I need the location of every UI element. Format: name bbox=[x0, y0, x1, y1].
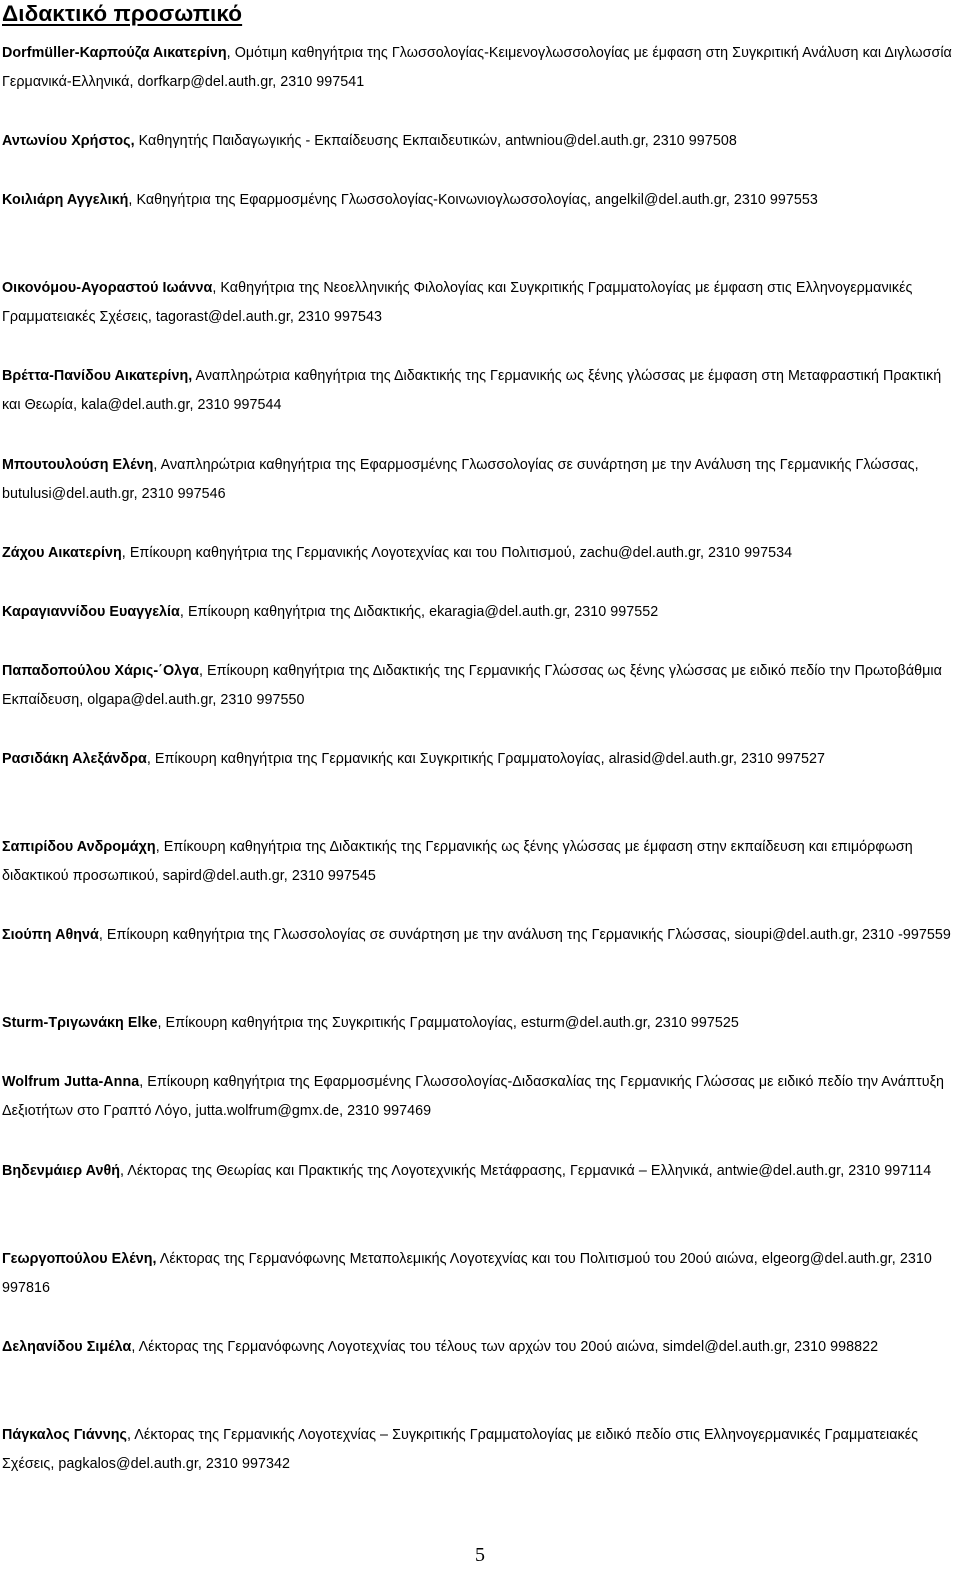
staff-details: , Καθηγήτρια της Νεοελληνικής Φιλολογίας και Συγκριτικής Γραμματολογίας με έμφαση στις Ελληνογερμανικές Γραμματειακές Σχέσεις, tagorast@del.auth.gr, 2310 997543 bbox=[2, 280, 913, 326]
staff-details: Αναπληρώτρια καθηγήτρια της Διδακτικής της Γερμανικής ως ξένης γλώσσας με έμφαση στη Μεταφραστική Πρακτική και Θεωρία, kala@del.auth.gr, 2310 997544 bbox=[2, 368, 942, 414]
staff-entry bbox=[2, 127, 956, 156]
staff-name: Σαπιρίδου Ανδρομάχη bbox=[2, 839, 156, 855]
staff-entry bbox=[2, 1245, 956, 1304]
staff-entry bbox=[2, 1333, 956, 1362]
staff-details: , Επίκουρη καθηγήτρια της Εφαρμοσμένης Γλωσσολογίας-Διδασκαλίας της Γερμανικής Γλώσσας με ειδικό πεδίο την Ανάπτυξη Δεξιοτήτων στο Γραπτό Λόγο, jutta.wolfrum@gmx.de, 2310 997469 bbox=[2, 1074, 945, 1120]
staff-details: , Επίκουρη καθηγήτρια της Διδακτικής της Γερμανικής Γλώσσας ως ξένης γλώσσας με ειδικό πεδίο την Πρωτοβάθμια Εκπαίδευση, olgapa@del.auth.gr, 2310 997550 bbox=[2, 663, 942, 709]
staff-details: , Καθηγήτρια της Εφαρμοσμένης Γλωσσολογίας-Κοινωνιογλωσσολογίας, angelkil@del.auth.gr, 2310 997553 bbox=[128, 192, 818, 208]
staff-entry bbox=[2, 1068, 956, 1127]
staff-entry bbox=[2, 657, 956, 716]
staff-entry bbox=[2, 539, 956, 568]
staff-name: Βηδενμάιερ Ανθή bbox=[2, 1163, 121, 1179]
staff-name: Καραγιαννίδου Ευαγγελία bbox=[2, 604, 180, 620]
staff-entry bbox=[2, 39, 956, 98]
staff-name: Οικονόμου-Αγοραστού Ιωάννα bbox=[2, 280, 213, 296]
staff-details: , Επίκουρη καθηγήτρια της Διδακτικής της Γερμανικής ως ξένης γλώσσας με έμφαση στην εκπαίδευση και επιμόρφωση διδακτικού προσωπικού, sapird@del.auth.gr, 2310 997545 bbox=[2, 839, 913, 885]
staff-name: Γεωργοπούλου Ελένη, bbox=[2, 1251, 157, 1267]
staff-entry bbox=[2, 451, 956, 510]
staff-entry bbox=[2, 921, 956, 950]
staff-name: Παπαδοπούλου Χάρις-΄Ολγα bbox=[2, 663, 199, 679]
staff-details: , Λέκτορας της Γερμανικής Λογοτεχνίας – Συγκριτικής Γραμματολογίας με ειδικό πεδίο στις Ελληνογερμανικές Γραμματειακές Σχέσεις, pagkalos@del.auth.gr, 2310 997342 bbox=[2, 1427, 919, 1473]
page-number: 5 bbox=[475, 1544, 485, 1566]
staff-details: , Αναπληρώτρια καθηγήτρια της Εφαρμοσμένης Γλωσσολογίας σε συνάρτηση με την Ανάλυση της Γερμανικής Γλώσσας, butulusi@del.auth.gr, 2310 997546 bbox=[2, 457, 919, 503]
staff-name: Dorfmüller-Καρπούζα Αικατερίνη bbox=[2, 45, 227, 61]
staff-entry bbox=[2, 1421, 956, 1480]
staff-name: Σιούπη Αθηνά bbox=[2, 927, 99, 943]
staff-details: Λέκτορας της Γερμανόφωνης Μεταπολεμικής Λογοτεχνίας και του Πολιτισμού του 20ού αιώνα, elgeorg@del.auth.gr, 2310 997816 bbox=[2, 1251, 932, 1297]
staff-details: Καθηγητής Παιδαγωγικής - Εκπαίδευσης Εκπαιδευτικών, antwniou@del.auth.gr, 2310 997508 bbox=[134, 133, 737, 149]
staff-name: Wolfrum Jutta-Anna bbox=[2, 1074, 140, 1090]
staff-entry bbox=[2, 1009, 956, 1038]
staff-entry bbox=[2, 362, 956, 421]
staff-entry bbox=[2, 274, 956, 333]
staff-details: , Επίκουρη καθηγήτρια της Διδακτικής, ekaragia@del.auth.gr, 2310 997552 bbox=[179, 604, 659, 620]
staff-name: Βρέττα-Πανίδου Αικατερίνη, bbox=[2, 368, 193, 384]
staff-details: , Λέκτορας της Θεωρίας και Πρακτικής της Λογοτεχνικής Μετάφρασης, Γερμανικά – Ελληνικά, antwie@del.auth.gr, 2310 997114 bbox=[120, 1163, 932, 1179]
staff-entry bbox=[2, 745, 956, 774]
staff-name: Δεληανίδου Σιμέλα bbox=[2, 1339, 132, 1355]
staff-entry bbox=[2, 186, 956, 215]
staff-details: , Επίκουρη καθηγήτρια της Γερμανικής Λογοτεχνίας και του Πολιτισμού, zachu@del.auth.gr, 2310 997534 bbox=[121, 545, 793, 561]
staff-name: Μπουτουλούση Ελένη bbox=[2, 457, 154, 473]
staff-name: Ζάχου Αικατερίνη bbox=[2, 545, 122, 561]
staff-name: Κοιλιάρη Αγγελική bbox=[2, 192, 129, 208]
staff-details: , Επίκουρη καθηγήτρια της Συγκριτικής Γραμματολογίας, esturm@del.auth.gr, 2310 997525 bbox=[157, 1015, 739, 1031]
staff-details: , Επίκουρη καθηγήτρια της Γλωσσολογίας σε συνάρτηση με την ανάλυση της Γερμανικής Γλώσσας, sioupi@del.auth.gr, 2310 -997559 bbox=[98, 927, 951, 943]
staff-name: Πάγκαλος Γιάννης bbox=[2, 1427, 128, 1443]
staff-name: Sturm-Τριγωνάκη Elke bbox=[2, 1015, 158, 1031]
staff-entry bbox=[2, 1157, 956, 1186]
staff-details: , Ομότιμη καθηγήτρια της Γλωσσολογίας-Κειμενογλωσσολογίας με έμφαση στη Συγκριτική Ανάλυση και Διγλωσσία Γερμανικά-Ελληνικά, dorfkarp@del.auth.gr, 2310 997541 bbox=[2, 45, 952, 91]
page-title: Διδακτικό προσωπικό bbox=[2, 1, 243, 26]
staff-details: , Λέκτορας της Γερμανόφωνης Λογοτεχνίας του τέλους των αρχών του 20ού αιώνα, simdel@del.auth.gr, 2310 998822 bbox=[131, 1339, 879, 1355]
staff-entry bbox=[2, 598, 956, 627]
staff-details: , Επίκουρη καθηγήτρια της Γερμανικής και Συγκριτικής Γραμματολογίας, alrasid@del.auth.gr, 2310 997527 bbox=[146, 751, 826, 767]
staff-name: Ρασιδάκη Αλεξάνδρα bbox=[2, 751, 147, 767]
staff-entry bbox=[2, 833, 956, 892]
staff-name: Αντωνίου Χρήστος, bbox=[2, 133, 135, 149]
